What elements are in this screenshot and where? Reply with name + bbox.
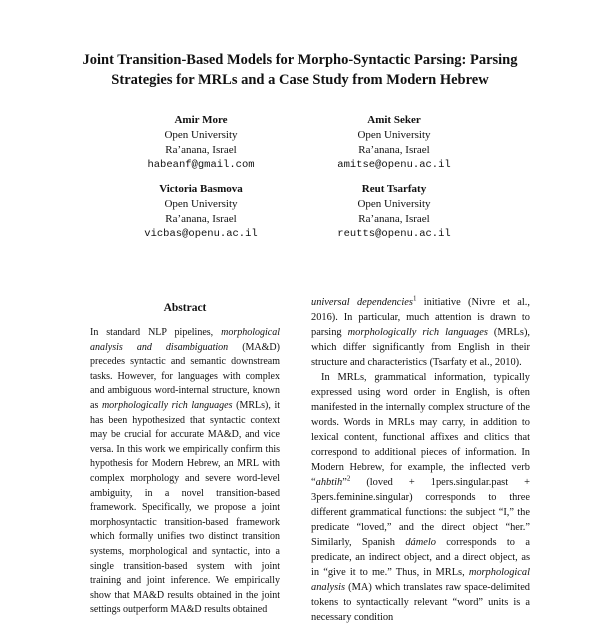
emphasis: morphologically rich languages — [101, 399, 233, 411]
author-affiliation: Open University — [357, 198, 431, 210]
emphasis: morphological analysis and disambiguation — [90, 327, 280, 353]
author-name: Victoria Basmova — [159, 183, 243, 195]
author-block — [294, 182, 494, 242]
author-affiliation: Open University — [357, 129, 431, 141]
emphasis: morphologically rich languages — [347, 327, 488, 338]
body-paragraph: universal dependencies$^1$ initiative (Nivre et al., 2016). In particular, much attention is drawn to parsing morphologically rich languages (MRLs), which differ significantly from English in their structure and characteristics (Tsarfaty et al., 2010). — [311, 294, 530, 368]
footnote-marker: 1 — [412, 294, 417, 303]
author-block — [294, 113, 494, 173]
author-email: vicbas@openu.ac.il — [144, 228, 258, 240]
paper-title — [60, 50, 540, 90]
author-email: habeanf@gmail.com — [147, 159, 255, 171]
body-paragraph: In MRLs, grammatical information, typically expressed using word order in English, is often manifested in the internally complex structure of the words. Words in MRLs may carry, in addition to lexical content, functional affixes and clitics that correspond to additional pieces of information. In Modern Hebrew, for example, the inflected verb “ahbtih”$^2$ (loved + 1pers.singular.past + 3pers.feminine.singular) corresponds to three different grammatical functions: the subject “I,” the predicate “loved,” and the direct object “her.” Similarly, Spanish dámelo corresponds to a predicate, an indirect object, and a direct object, as in “give it to me.” Thus, in MRLs, morphological analysis (MA) which translates raw space-delimited tokens to syntactically relevant “word” units is a necessary condition — [311, 372, 531, 623]
author-email: amitse@openu.ac.il — [337, 159, 451, 171]
author-affiliation: Open University — [164, 198, 238, 210]
author-location: Ra’anana, Israel — [165, 213, 237, 225]
author-affiliation: Open University — [164, 129, 238, 141]
author-block — [101, 113, 301, 173]
abstract-heading: Abstract — [163, 302, 207, 314]
author-location: Ra’anana, Israel — [165, 144, 237, 156]
author-location: Ra’anana, Israel — [358, 144, 430, 156]
author-location: Ra’anana, Israel — [358, 213, 430, 225]
introduction-body — [311, 295, 530, 625]
author-name: Amir More — [174, 114, 228, 126]
title-line-2: Strategies for MRLs and a Case Study from Modern Hebrew — [111, 72, 489, 88]
author-name: Amit Seker — [367, 114, 421, 126]
emphasis: dámelo — [405, 537, 436, 548]
author-email: reutts@openu.ac.il — [337, 228, 451, 240]
abstract-body — [90, 326, 280, 618]
author-name: Reut Tsarfaty — [361, 183, 427, 195]
abstract-paragraph: In standard NLP pipelines, morphological analysis and disambiguation (MA&D) precedes syntactic and semantic downstream tasks. However, for languages with complex and ambiguous word-internal structure, known as morphologically rich languages (MRLs), it has been hypothesized that syntactic context may be crucial for accurate MA&D, and vice versa. In this work we empirically confirm this hypothesis for Modern Hebrew, an MRL with complex morphology and severe word-level ambiguity, in a novel transition-based framework. Specifically, we propose a joint morphosyntactic transition-based framework which formally unifies two distinct transition systems, morphological and syntactic, into a single transition-based system with joint training and joint inference. We empirically show that MA&D results obtained in the joint settings outperform MA&D results obtained — [90, 327, 280, 616]
title-line-1: Joint Transition-Based Models for Morpho-Syntactic Parsing: Parsing — [82, 52, 518, 68]
emphasis: universal dependencies — [311, 297, 413, 308]
author-block — [101, 182, 301, 242]
emphasis: ahbtih — [315, 477, 343, 488]
emphasis: morphological analysis — [311, 567, 530, 593]
footnote-marker: 2 — [346, 474, 351, 483]
